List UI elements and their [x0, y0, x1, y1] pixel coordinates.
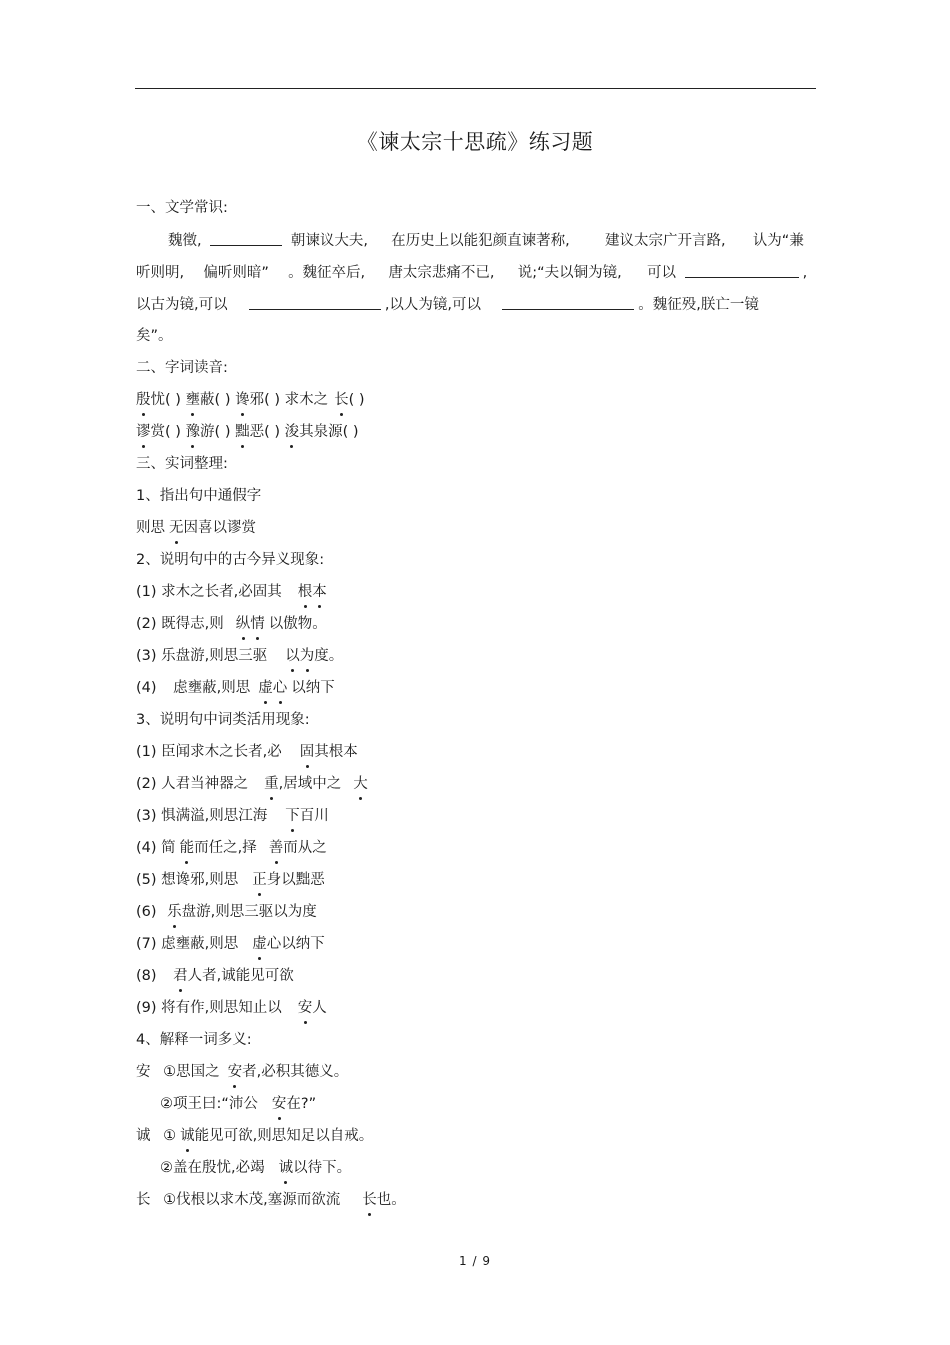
text: 者,必积其德义。	[242, 1064, 349, 1080]
dotted-char: 心	[272, 680, 288, 696]
text: 简	[161, 840, 176, 856]
q1-heading: 1、指出句中通假字	[136, 488, 262, 504]
text: 认为“兼	[752, 233, 804, 249]
text: 能见可欲,则思知足以自戒。	[194, 1128, 374, 1144]
dotted-char: 殷	[136, 392, 151, 408]
text: 因喜以谬赏	[183, 520, 256, 536]
text: 蔽	[200, 392, 215, 408]
text: ①伐根以求木茂,塞源而欲流	[163, 1192, 341, 1208]
polysemy-chang-1	[136, 1190, 406, 1210]
answer-parens[interactable]: ( )	[165, 392, 181, 408]
text: 求木之	[284, 392, 329, 408]
text: 其根本	[314, 744, 358, 760]
q2-item-3	[136, 646, 343, 666]
text: ②项王曰:“沛公	[160, 1096, 258, 1112]
text: 虑壅蔽,则思	[173, 680, 251, 696]
polysemy-cheng-2	[160, 1158, 351, 1178]
dotted-char: 谬	[136, 424, 151, 440]
text: 人君当神器之	[161, 776, 249, 792]
text: 百川	[299, 808, 329, 824]
text: 在?”	[286, 1096, 317, 1112]
q3-item-6	[136, 902, 317, 922]
q2-item-2	[136, 614, 327, 634]
dotted-char: 大	[353, 776, 368, 792]
s1-line-3	[136, 294, 759, 315]
answer-parens[interactable]: ( )	[214, 392, 231, 408]
dotted-char: 根	[297, 584, 313, 600]
text: 身以黜恶	[266, 872, 325, 888]
text: 也。	[376, 1192, 406, 1208]
q3-item-8	[136, 966, 294, 986]
text: 以待下。	[293, 1160, 352, 1176]
q3-heading: 3、说明句中词类活用现象:	[136, 712, 310, 728]
text: 既得志,则	[161, 616, 224, 632]
dotted-char: 豫	[185, 424, 201, 440]
text: 以纳下	[291, 680, 335, 696]
dotted-char: 诚	[278, 1160, 294, 1176]
text: 度。	[314, 648, 344, 664]
header-rule	[135, 88, 816, 89]
text: 在历史上以能犯颜直谏著称,	[391, 233, 570, 249]
text: ,以人为镜,可以	[384, 297, 482, 313]
dotted-char: 长	[362, 1192, 377, 1208]
text: 建议太宗广开言路,	[604, 233, 726, 249]
text: 说;“夫以铜为镜,	[517, 265, 622, 281]
text: 忧	[150, 392, 165, 408]
dotted-char: 重	[264, 776, 279, 792]
q3-item-3	[136, 806, 329, 826]
text: 人	[312, 1000, 327, 1016]
answer-parens[interactable]: ( )	[264, 392, 281, 408]
text: 而任之,择	[194, 840, 257, 856]
section-3-heading: 三、实词整理:	[136, 456, 228, 472]
text: 朝谏议大夫,	[290, 233, 368, 249]
text: 则思	[136, 520, 165, 536]
text: 可以	[646, 265, 676, 281]
text: ②盖在殷忧,必竭	[160, 1160, 265, 1176]
text: ①思国之	[163, 1064, 220, 1080]
answer-blank-2[interactable]	[685, 262, 799, 278]
polysemy-an-2	[160, 1094, 316, 1114]
q2-item-1	[136, 582, 327, 602]
item-number: (5)	[136, 872, 157, 888]
text: 心以纳下	[266, 936, 325, 952]
q3-item-4	[136, 838, 327, 858]
answer-blank-1[interactable]	[210, 230, 282, 246]
item-number: (1)	[136, 744, 157, 760]
text: 盘游,则思三驱以为度	[181, 904, 317, 920]
polysemy-cheng-1	[136, 1126, 373, 1146]
q3-item-7	[136, 934, 325, 954]
item-number: (8)	[136, 968, 157, 984]
dotted-char: 纵	[235, 616, 251, 632]
dotted-char: 下	[285, 808, 300, 824]
polysemy-char: 长	[136, 1192, 151, 1208]
dotted-char: 乐	[167, 904, 182, 920]
text: 人者,诚能见可欲	[187, 968, 294, 984]
dotted-char: 正	[252, 872, 267, 888]
dotted-char: 虚	[252, 936, 267, 952]
answer-blank-3[interactable]	[249, 294, 381, 310]
dotted-char: 浚	[284, 424, 300, 440]
polysemy-an-1	[136, 1062, 348, 1082]
item-number: (4)	[136, 840, 157, 856]
item-number: (3)	[136, 648, 157, 664]
text: 求木之长者,必固其	[161, 584, 282, 600]
polysemy-char: 安	[136, 1064, 151, 1080]
dotted-char: 本	[312, 584, 327, 600]
item-number: (9)	[136, 1000, 157, 1016]
dotted-char: 为	[299, 648, 315, 664]
s1-line-2	[136, 262, 807, 283]
text: 。魏征卒后,	[288, 265, 366, 281]
dotted-char: 黜	[235, 424, 250, 440]
dotted-char: 安	[297, 1000, 313, 1016]
answer-parens[interactable]: ( )	[348, 392, 365, 408]
item-number: (2)	[136, 776, 157, 792]
text: ,	[802, 265, 808, 281]
item-number: (7)	[136, 936, 157, 952]
q1-sentence	[136, 518, 256, 538]
dotted-char: 固	[299, 744, 315, 760]
item-number: (1)	[136, 584, 157, 600]
item-number: (4)	[136, 680, 157, 696]
dotted-char: 无	[169, 520, 184, 536]
dotted-char: 君	[173, 968, 188, 984]
dotted-char: 以	[285, 648, 300, 664]
dotted-char: 安	[227, 1064, 243, 1080]
dotted-char: 虚	[258, 680, 273, 696]
pronunciation-row-2	[136, 422, 359, 442]
section-2-heading: 二、字词读音:	[136, 360, 228, 376]
dotted-char: 能	[179, 840, 195, 856]
section-1-heading: 一、文学常识:	[136, 200, 228, 216]
answer-parens[interactable]: ( )	[214, 424, 231, 440]
s1-line-4: 矣”。	[136, 328, 173, 344]
text: 偏听则暗”	[203, 265, 269, 281]
page-number: 1 / 9	[459, 1254, 491, 1268]
item-number: (2)	[136, 616, 157, 632]
q4-heading: 4、解释一词多义:	[136, 1032, 252, 1048]
text: 恶	[249, 424, 265, 440]
dotted-char: 情	[250, 616, 265, 632]
answer-parens[interactable]: ( )	[165, 424, 181, 440]
dotted-char: 诚	[180, 1128, 195, 1144]
text: 。魏征殁,朕亡一镜	[638, 297, 759, 313]
q2-heading: 2、说明句中的古今异义现象:	[136, 552, 325, 568]
text: ①	[163, 1128, 177, 1144]
page-title: 《谏太宗十思疏》练习题	[356, 130, 594, 154]
dotted-char: 谗	[235, 392, 250, 408]
polysemy-char: 诚	[136, 1128, 151, 1144]
item-number: (6)	[136, 904, 157, 920]
text: 其泉源	[299, 424, 343, 440]
s1-line-1	[168, 230, 804, 251]
text: 以傲物。	[268, 616, 327, 632]
text: 邪	[249, 392, 265, 408]
text: 惧满溢,则思江海	[161, 808, 268, 824]
text: 虑壅蔽,则思	[161, 936, 239, 952]
q3-item-5	[136, 870, 325, 890]
answer-blank-4[interactable]	[502, 294, 634, 310]
item-number: (3)	[136, 808, 157, 824]
text: 想谗邪,则思	[161, 872, 239, 888]
text: 赏	[150, 424, 165, 440]
dotted-char: 壅	[185, 392, 201, 408]
text: 而从之	[283, 840, 327, 856]
text: 游	[200, 424, 215, 440]
q3-item-2	[136, 774, 368, 794]
answer-parens[interactable]: ( )	[264, 424, 281, 440]
pronunciation-row-1	[136, 390, 365, 410]
answer-parens[interactable]: ( )	[342, 424, 359, 440]
text: 将有作,则思知止以	[161, 1000, 282, 1016]
text: 魏徵,	[168, 233, 202, 249]
q3-item-1	[136, 742, 358, 762]
q2-item-4	[136, 678, 335, 698]
text: 臣闻求木之长者,必	[161, 744, 282, 760]
text: 听则明,	[136, 265, 185, 281]
text: 乐盘游,则思三驱	[161, 648, 268, 664]
q3-item-9	[136, 998, 327, 1018]
dotted-char: 安	[271, 1096, 287, 1112]
dotted-char: 善	[268, 840, 284, 856]
text: 以古为镜,可以	[136, 297, 228, 313]
dotted-char: 长	[334, 392, 349, 408]
text: ,居域中之	[278, 776, 342, 792]
text: 唐太宗悲痛不已,	[388, 265, 495, 281]
